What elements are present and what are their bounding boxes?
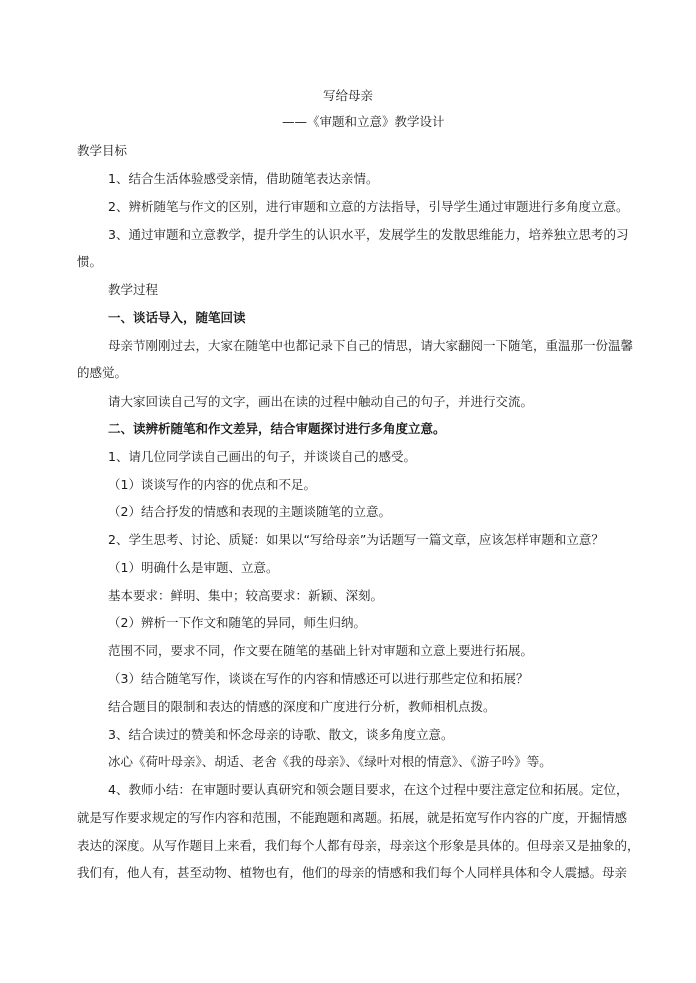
section-2-line: 4、教师小结：在审题时要认真研究和领会题目要求，在这个过程中要注意定位和拓展。定位， (108, 782, 629, 797)
objective-item-1: 1、结合生活体验感受亲情，借助随笔表达亲情。 (108, 171, 379, 186)
objective-item-3-continued: 惯。 (77, 254, 103, 269)
section-2-line: 就是写作要求规定的写作内容和范围，不能跑题和离题。拓展，就是拓宽写作内容的广度，开掘情感 (77, 810, 628, 825)
section-2-line: （1）谈谈写作的内容的优点和不足。 (108, 477, 316, 492)
section-2-line: 1、请几位同学读自己画出的句子，并谈谈自己的感受。 (108, 449, 416, 464)
objective-item-3: 3、通过审题和立意教学，提升学生的认识水平，发展学生的发散思维能力，培养独立思考的习 (108, 227, 629, 242)
section-2-heading: 二、读辨析随笔和作文差异，结合审题探讨进行多角度立意。 (108, 421, 446, 436)
objective-item-2: 2、辨析随笔与作文的区别，进行审题和立意的方法指导，引导学生通过审题进行多角度立意。 (108, 199, 629, 214)
section-2-line: （1）明确什么是审题、立意。 (108, 560, 279, 575)
section-2-line: （3）结合随笔写作，谈谈在写作的内容和情感还可以进行那些定位和拓展？ (108, 671, 529, 686)
process-heading: 教学过程 (108, 282, 159, 297)
document-title: 写给母亲 (322, 88, 373, 103)
section-2-line: 结合题目的限制和表达的情感的深度和广度进行分析，教师相机点拨。 (108, 699, 496, 714)
objectives-heading: 教学目标 (77, 143, 128, 158)
section-1-paragraph-line: 母亲节刚刚过去，大家在随笔中也都记录下自己的情思，请大家翻阅一下随笔，重温那一份温馨 (108, 338, 634, 353)
section-1-paragraph-line: 请大家回读自己写的文字，画出在读的过程中触动自己的句子，并进行交流。 (108, 394, 534, 409)
document-subtitle: ——《审题和立意》教学设计 (282, 114, 445, 129)
section-2-line: 冰心《荷叶母亲》、胡适、老舍《我的母亲》、《绿叶对根的情意》、《游子吟》等。 (108, 754, 552, 769)
section-2-line: 我们有，他人有，甚至动物、植物也有，他们的母亲的情感和我们每个人同样具体和令人震撼。母亲 (77, 865, 628, 880)
section-2-line: 3、结合读过的赞美和怀念母亲的诗歌、散文，谈多角度立意。 (108, 727, 454, 742)
section-2-line: 2、学生思考、讨论、质疑：如果以“写给母亲”为话题写一篇文章，应该怎样审题和立意？ (108, 532, 604, 547)
section-1-heading: 一、谈话导入，随笔回读 (108, 310, 246, 325)
section-1-paragraph-line: 的感觉。 (77, 365, 128, 380)
section-2-line: （2）辨析一下作文和随笔的异同，师生归纳。 (108, 615, 366, 630)
section-2-line: 表达的深度。从写作题目上来看，我们每个人都有母亲，母亲这个形象是具体的。但母亲又是抽象的， (77, 838, 640, 853)
section-2-line: 基本要求：鲜明、集中；较高要求：新颖、深刻。 (108, 588, 384, 603)
section-2-line: （2）结合抒发的情感和表现的主题谈随笔的立意。 (108, 504, 391, 519)
section-2-line: 范围不同，要求不同，作文要在随笔的基础上针对审题和立意上要进行拓展。 (108, 643, 534, 658)
